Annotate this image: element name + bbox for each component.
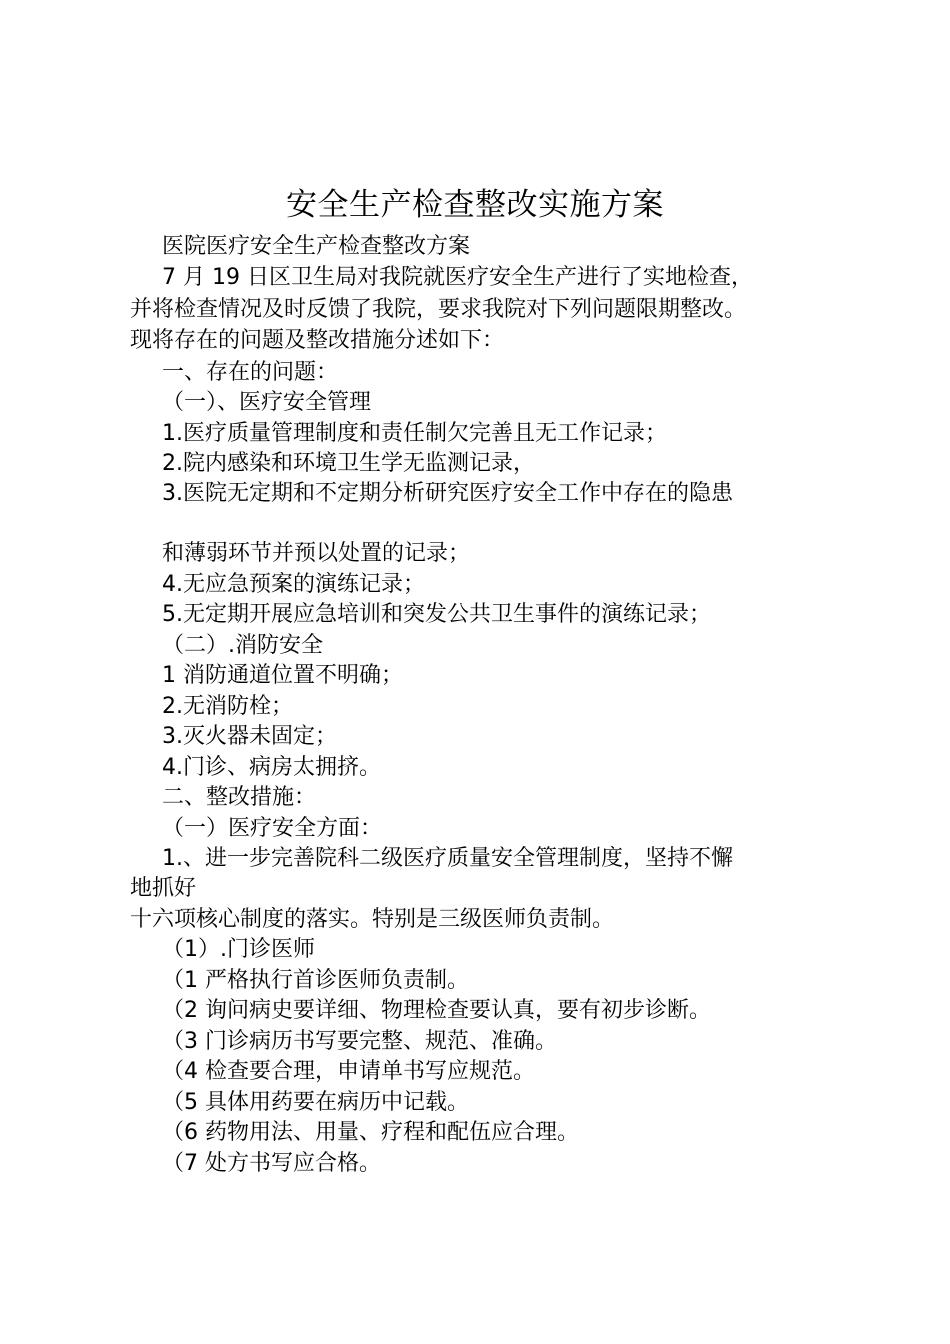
list-item: （4 检查要合理，申请单书写应规范。	[162, 1059, 535, 1084]
list-item: （2 询问病史要详细、物理检查要认真，要有初步诊断。	[162, 998, 711, 1023]
text-line: 并将检查情况及时反馈了我院，要求我院对下列问题限期整改。	[130, 297, 747, 322]
text-line: 7 月 19 日区卫生局对我院就医疗安全生产进行了实地检查，	[162, 265, 753, 290]
document-title: 安全生产检查整改实施方案	[286, 187, 664, 223]
section-heading: 二、整改措施：	[162, 785, 317, 810]
subsection-heading: （一）医疗安全方面：	[162, 816, 383, 841]
list-item: 3.灭火器未固定；	[162, 724, 337, 749]
list-item: 1.、进一步完善院科二级医疗质量安全管理制度，坚持不懈	[162, 846, 733, 871]
list-item: （3 门诊病历书写要完整、规范、准确。	[162, 1029, 557, 1054]
list-item: 3.医院无定期和不定期分析研究医疗安全工作中存在的隐患	[162, 481, 733, 506]
text-line: 十六项核心制度的落实。特别是三级医师负责制。	[130, 907, 615, 932]
list-item: （6 药物用法、用量、疗程和配伍应合理。	[162, 1120, 579, 1145]
list-item: （1 严格执行首诊医师负责制。	[162, 968, 469, 993]
list-item: （7 处方书写应合格。	[162, 1151, 381, 1176]
text-line: 现将存在的问题及整改措施分述如下：	[130, 328, 505, 353]
subsection-heading: （一）、医疗安全管理	[162, 390, 372, 415]
list-item: 4.门诊、病房太拥挤。	[162, 755, 381, 780]
list-item: 1.医疗质量管理制度和责任制欠完善且无工作记录；	[162, 421, 667, 446]
text-line-subtitle: 医院医疗安全生产检查整改方案	[162, 234, 471, 259]
list-item-continuation: 地抓好	[130, 876, 197, 901]
list-item: 2.无消防栓；	[162, 694, 293, 719]
subsection-heading: （二）.消防安全	[162, 633, 323, 658]
section-heading: 一、存在的问题：	[162, 360, 339, 385]
list-item: （5 具体用药要在病历中记载。	[162, 1090, 469, 1115]
list-item: 5.无定期开展应急培训和突发公共卫生事件的演练记录；	[162, 602, 711, 627]
list-item-continuation: 和薄弱环节并预以处置的记录；	[162, 541, 471, 566]
subsection-heading: （1）.门诊医师	[162, 937, 315, 962]
list-item: 1 消防通道位置不明确；	[162, 663, 403, 688]
list-item: 2.院内感染和环境卫生学无监测记录，	[162, 451, 535, 476]
list-item: 4.无应急预案的演练记录；	[162, 572, 425, 597]
